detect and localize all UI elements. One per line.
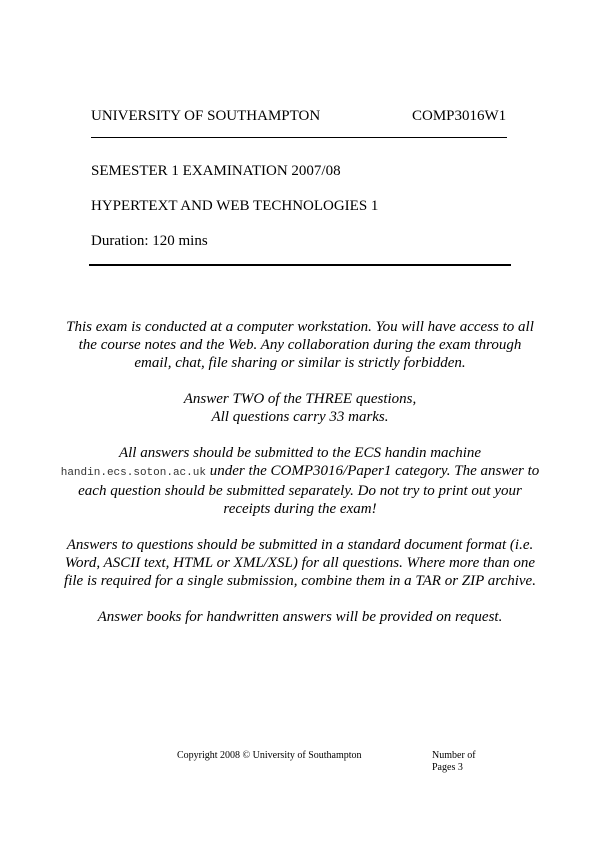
instruction-answer-books: Answer books for handwritten answers will be provided on request. (97, 609, 503, 625)
instruction-answer-count (60, 390, 540, 426)
instruction-submission-start: All answers should be submitted to the ECS handin machine (118, 445, 482, 461)
instruction-format: Answers to questions should be submitted in a standard document format (i.e. Word, ASCII text, HTML or XML/XSL) for all questions. Where more than one file is required for a single submission, combine them in a TAR or ZIP archive. (64, 537, 536, 589)
instruction-workstation: This exam is conducted at a computer workstation. You will have access to all the course notes and the Web. Any collaboration during the exam through email, chat, file sharing or similar is strictly forbidden. (66, 319, 534, 371)
header-divider (91, 137, 507, 138)
handin-hostname: handin.ecs.soton.ac.uk (60, 467, 206, 479)
exam-duration: Duration: 120 mins (91, 233, 208, 249)
page-count (432, 750, 492, 774)
instruction-submission (60, 444, 540, 518)
copyright-notice: Copyright 2008 © University of Southampton (177, 750, 362, 761)
page-count-label: Number of (432, 750, 476, 761)
university-name: UNIVERSITY OF SOUTHAMPTON (91, 108, 321, 124)
semester-title: SEMESTER 1 EXAMINATION 2007/08 (91, 163, 341, 179)
section-divider (89, 264, 511, 266)
instruction-answer-count-line2: All questions carry 33 marks. (211, 409, 389, 425)
course-code: COMP3016W1 (412, 108, 507, 124)
instruction-answer-count-line1: Answer TWO of the THREE questions, (183, 391, 417, 407)
exam-instructions (60, 318, 540, 626)
instruction-submission-end: under the COMP3016/Paper1 category. The answer to each question should be submitted separately. Do not try to print out your receipts during the exam! (78, 463, 540, 517)
page-count-value: Pages 3 (432, 762, 463, 773)
course-title: HYPERTEXT AND WEB TECHNOLOGIES 1 (91, 198, 379, 214)
